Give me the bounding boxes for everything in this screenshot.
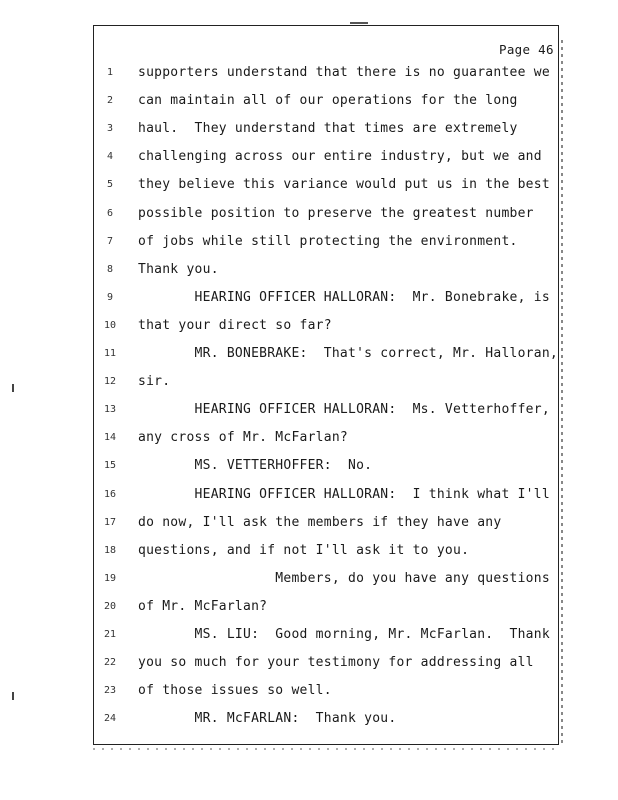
line-number: 12 — [103, 376, 117, 388]
line-number: 23 — [103, 685, 117, 697]
line-number: 1 — [106, 67, 114, 78]
transcript-line: of jobs while still protecting the environment. — [138, 233, 518, 249]
line-number: 8 — [106, 263, 114, 275]
line-number: 3 — [106, 123, 114, 135]
transcript-line: MS. LIU: Good morning, Mr. McFarlan. Thank — [138, 627, 550, 642]
transcript-line: HEARING OFFICER HALLORAN: Mr. Bonebrake, is — [138, 289, 550, 305]
line-number: 20 — [103, 600, 117, 612]
transcript-line: MR. BONEBRAKE: That's correct, Mr. Halloran, — [138, 346, 558, 361]
transcript-line: HEARING OFFICER HALLORAN: Ms. Vetterhoffer, — [138, 402, 550, 418]
transcript-line: MS. VETTERHOFFER: No. — [138, 458, 373, 474]
transcript-line: MR. McFARLAN: Thank you. — [138, 711, 397, 727]
transcript-line: you so much for your testimony for addressing all — [138, 655, 534, 671]
page-number: Page 46 — [499, 42, 554, 57]
top-scan-mark — [350, 22, 368, 24]
transcript-line: Members, do you have any questions — [138, 570, 550, 586]
transcript-line: questions, and if not I'll ask it to you. — [138, 542, 470, 558]
transcript-line: possible position to preserve the greatest number — [138, 205, 534, 221]
line-number: 22 — [103, 657, 117, 669]
transcript-line: can maintain all of our operations for the long — [138, 93, 518, 109]
line-number: 21 — [103, 629, 117, 640]
transcript-line: they believe this variance would put us in the best — [138, 177, 550, 193]
left-margin-mark — [12, 692, 14, 700]
line-number: 16 — [103, 488, 117, 500]
line-number: 14 — [103, 432, 117, 444]
transcript-line: of those issues so well. — [138, 683, 332, 699]
line-number: 17 — [103, 516, 117, 528]
line-number: 24 — [103, 713, 117, 725]
transcript-line: of Mr. McFarlan? — [138, 598, 268, 614]
line-number: 11 — [103, 348, 117, 359]
transcript-line: supporters understand that there is no guarantee we — [138, 65, 550, 80]
line-number: 15 — [103, 460, 117, 472]
line-number: 19 — [103, 572, 117, 584]
left-margin-mark — [12, 384, 14, 392]
transcript-line: HEARING OFFICER HALLORAN: I think what I'll — [138, 486, 550, 502]
line-number: 4 — [106, 151, 114, 163]
line-number: 2 — [106, 95, 114, 107]
transcript-line: haul. They understand that times are extremely — [138, 121, 518, 137]
line-number: 6 — [106, 207, 114, 219]
transcript-line: sir. — [138, 374, 171, 390]
line-number: 9 — [106, 291, 114, 303]
line-number: 10 — [103, 319, 117, 331]
line-number: 5 — [106, 179, 114, 191]
transcript-line: any cross of Mr. McFarlan? — [138, 430, 348, 446]
transcript-line: that your direct so far? — [138, 317, 332, 333]
line-number: 18 — [103, 544, 117, 556]
bottom-scan-artifact — [93, 748, 561, 750]
line-number: 13 — [103, 404, 117, 416]
transcript-line: do now, I'll ask the members if they have any — [138, 514, 502, 530]
line-number: 7 — [106, 235, 114, 247]
right-border-shadow — [561, 40, 563, 745]
transcript-line: Thank you. — [138, 261, 219, 277]
transcript-line: challenging across our entire industry, but we and — [138, 149, 542, 165]
